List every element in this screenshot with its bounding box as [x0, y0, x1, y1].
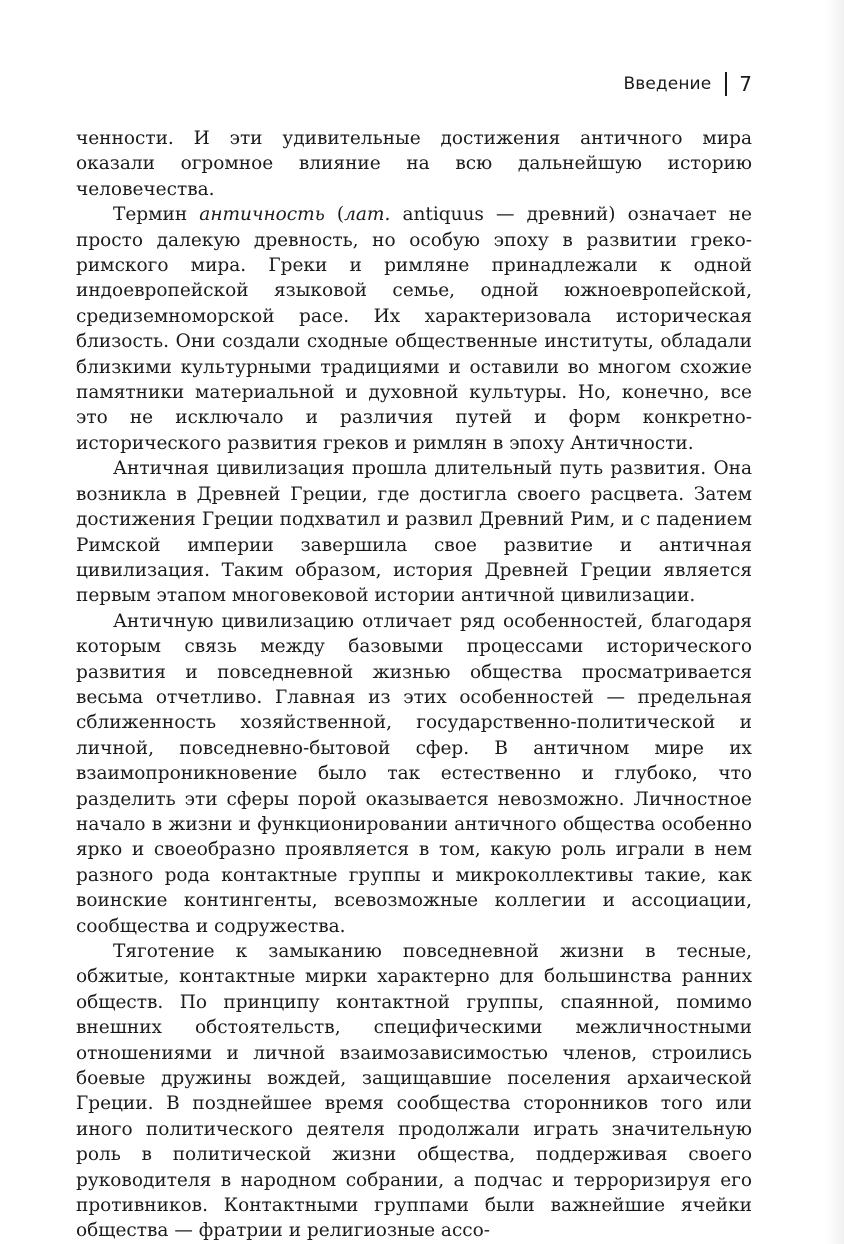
latin-abbreviation: лат. — [344, 204, 391, 226]
book-page — [76, 0, 752, 1244]
paren-open: ( — [324, 204, 345, 226]
section-title: Введение — [623, 74, 712, 94]
header-divider — [725, 72, 727, 96]
term-antiquity: античность — [199, 204, 325, 226]
running-header — [623, 68, 752, 100]
paragraph-features: Античную цивилизацию отличает ряд особенностей, благодаря которым связь между базовыми процессами исторического развития и повседневной жизнью общества просматривается весьма отчетливо. Главная из этих особенностей — предельная сближенность хозяйственной, государственно-политической и личной, повседневно-бытовой сфер. В античном мире их взаимопроникновение было так естественно и глубоко, что разделить эти сферы порой оказывается невозможно. Личностное начало в жизни и функционировании античного общества особенно ярко и своеобразно проявляется в том, какую роль играли в нем разного рода контактные группы и микроколлективы такие, как воинские контингенты, всевозможные коллегии и ассоциации, сообщества и содружества. — [76, 610, 752, 937]
page-number: 7 — [739, 72, 752, 96]
paragraph-civilization-path: Античная цивилизация прошла длительный путь развития. Она возникла в Древней Греции, где достигла своего расцвета. Затем достижения Греции подхватил и развил Древний Рим, и с падением Римской империи завершила свое развитие и античная цивилизация. Таким образом, история Древней Греции является первым этапом многовековой истории античной цивилизации. — [76, 458, 752, 607]
page-edge-shadow — [826, 0, 844, 1244]
body-text — [76, 126, 752, 1244]
term-lead: Термин — [113, 204, 200, 226]
paragraph-term-definition — [76, 202, 752, 456]
paragraph-contact-groups: Тяготение к замыканию повседневной жизни в тесные, обжитые, контактные мирки характерно для большинства ранних обществ. По принципу контактной группы, спаянной, помимо внешних обстоятельств, специфическими межличностными отношениями и личной взаимозависимостью членов, строились боевые дружины вождей, защищавшие поселения архаической Греции. В позднейшее время сообщества сторонников того или иного политического деятеля продолжали играть значительную роль в политической жизни общества, поддерживая своего руководителя в народном собрании, а подчас и терроризируя его противников. Контактными группами были важнейшие ячейки общества — фратрии и религиозные ассо- — [76, 941, 752, 1242]
term-definition-text: означает не просто далекую древность, но особую эпоху в развитии греко-римского мира. Греки и римляне принадлежали к одной индоевропейской языковой семье, одной южноевропейской, средиземноморской расе. Их характеризовала историческая близость. Они создали сходные общественные институты, обладали близкими культурными традициями и оставили во многом схожие памятники материальной и духовной культуры. Но, конечно, все это не исключало и различия путей и форм конкретно-исторического развития греков и римлян в эпоху Античности. — [76, 204, 752, 454]
paragraph-continuation: ченности. И эти удивительные достижения античного мира оказали огромное влияние на всю дальнейшую историю человечества. — [76, 128, 752, 200]
latin-etymology: antiquus — древний) — [390, 204, 628, 226]
